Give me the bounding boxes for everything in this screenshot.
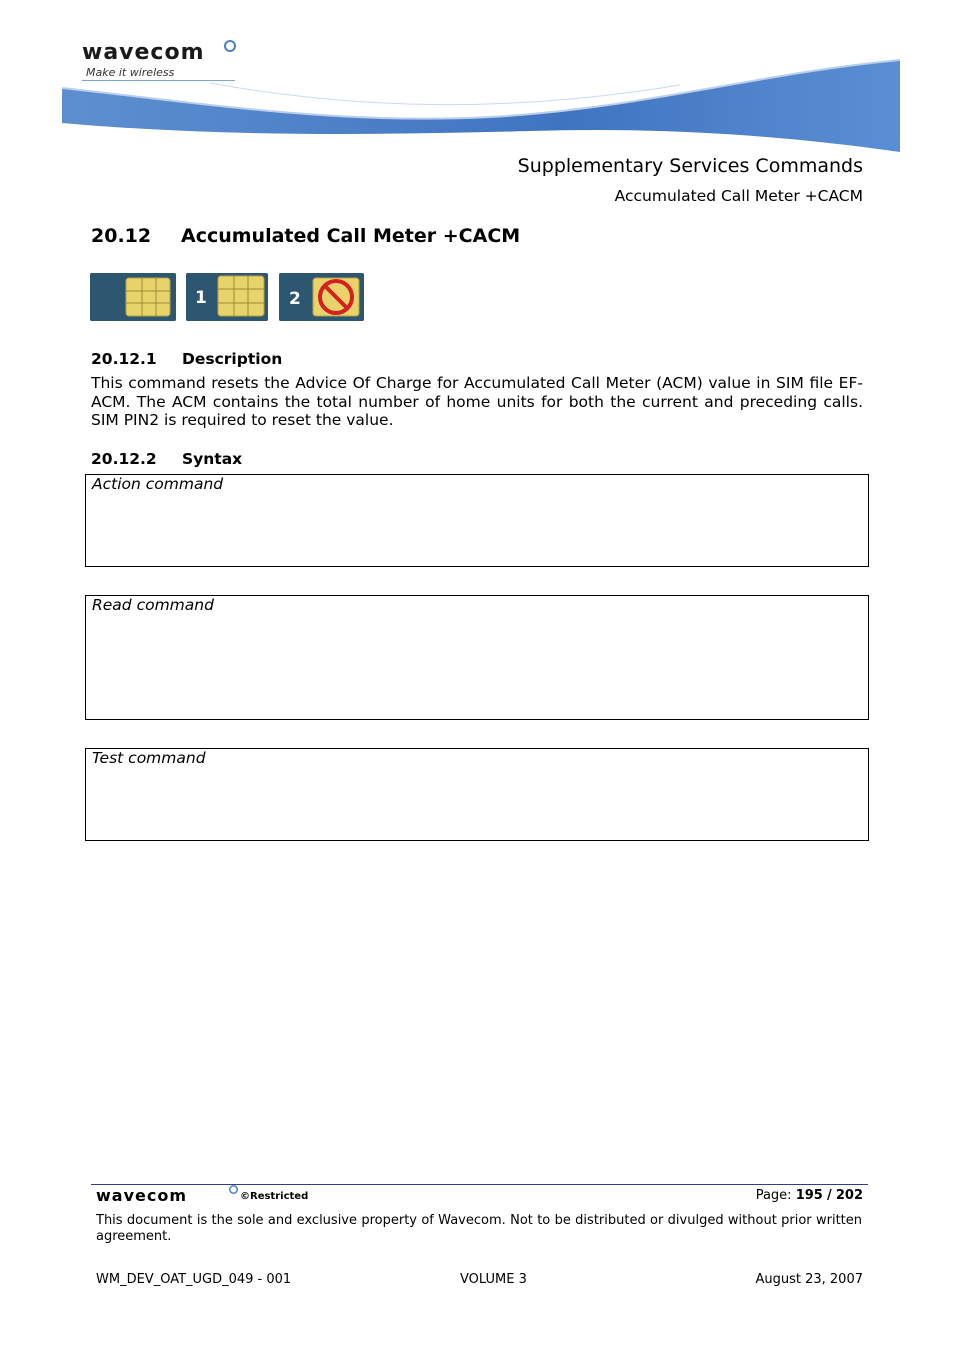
swirl-icon (224, 40, 236, 52)
sim-slot-number: 2 (289, 289, 301, 309)
sim-card-1-icon (186, 273, 268, 321)
test-command-label: Test command (92, 749, 206, 767)
page-header-title: Supplementary Services Commands (517, 155, 863, 177)
page-total: 202 (835, 1188, 863, 1203)
wavecom-logo: wavecom (82, 40, 205, 65)
sim-slot-number: 1 (195, 288, 207, 308)
syntax-title: Syntax (182, 450, 243, 468)
description-title: Description (182, 350, 283, 368)
header-wave-decoration (60, 55, 900, 155)
section-title: Accumulated Call Meter +CACM (181, 225, 521, 247)
sim-card-icon (90, 273, 176, 321)
syntax-number: 20.12.2 (91, 450, 157, 468)
footer-doc-id: WM_DEV_OAT_UGD_049 - 001 (96, 1272, 292, 1287)
page-header-subtitle: Accumulated Call Meter +CACM (614, 187, 863, 205)
test-command-box (85, 748, 869, 841)
action-command-box (85, 474, 869, 567)
footer-date: August 23, 2007 (755, 1272, 863, 1287)
footer-volume: VOLUME 3 (460, 1272, 527, 1287)
footer-page-number (756, 1188, 863, 1203)
section-number: 20.12 (91, 225, 152, 247)
section-heading (91, 225, 520, 247)
footer-rule (91, 1184, 868, 1185)
page-label: Page: (755, 1188, 792, 1203)
footer-notice: This document is the sole and exclusive property of Wavecom. Not to be distributed or divulged without prior written agreement. (96, 1213, 862, 1244)
page-separator: / (826, 1188, 832, 1203)
logo-tagline: Make it wireless (86, 66, 175, 79)
description-number: 20.12.1 (91, 350, 157, 368)
sim-card-forbidden-icon (279, 273, 364, 321)
action-command-label: Action command (92, 475, 224, 493)
description-text: This command resets the Advice Of Charge for Accumulated Call Meter (ACM) value in SIM file EF-ACM. The ACM contains the total number of home units for both the current and preceding calls. SIM PIN2 is required to reset the value. (91, 374, 863, 429)
page-current: 195 (795, 1188, 823, 1203)
footer-swirl-icon (229, 1185, 238, 1194)
read-command-label: Read command (92, 596, 214, 614)
description-heading (91, 350, 282, 368)
syntax-heading (91, 450, 242, 468)
read-command-box (85, 595, 869, 720)
footer-wavecom-logo: wavecom (96, 1186, 188, 1205)
footer-restricted: ©Restricted (240, 1191, 309, 1202)
